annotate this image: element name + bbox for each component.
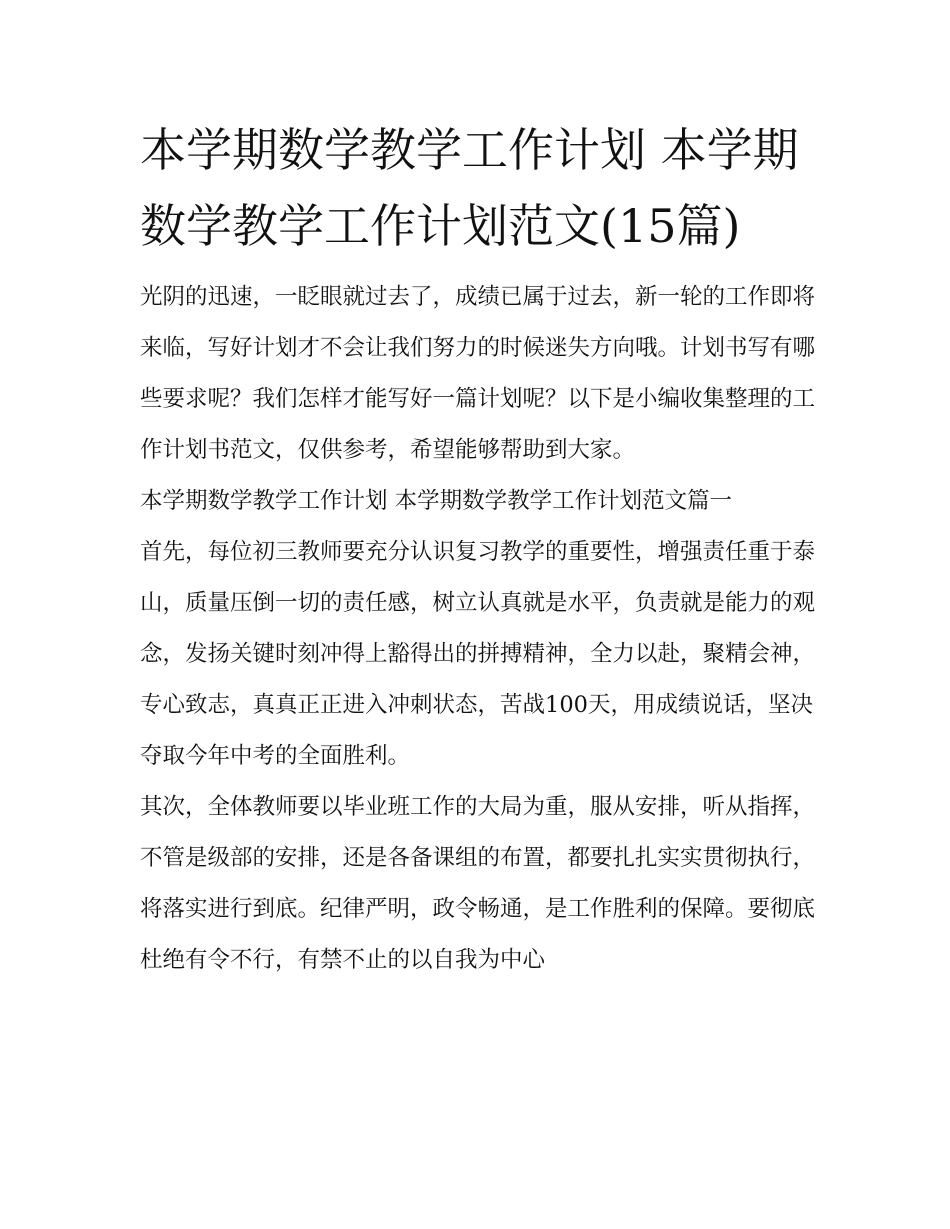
section-heading: 本学期数学教学工作计划 本学期数学教学工作计划范文篇一 — [140, 488, 733, 514]
body-paragraph-2: 其次，全体教师要以毕业班工作的大局为重，服从安排，听从指挥，不管是级部的安排，还是各备课组的布置，都要扎扎实实贯彻执行，将落实进行到底。纪律严明，政令畅通，是工作胜利的保障。要彻底杜绝有令不行，有禁不止的以自我为中心 — [140, 794, 816, 973]
document-page — [140, 112, 816, 986]
document-title: 本学期数学教学工作计划 本学期数学教学工作计划范文(15篇) — [140, 123, 799, 253]
intro-paragraph: 光阴的迅速，一眨眼就过去了，成绩已属于过去，新一轮的工作即将来临，写好计划才不会让我们努力的时候迷失方向哦。计划书写有哪些要求呢？我们怎样才能写好一篇计划呢？以下是小编收集整理的工作计划书范文，仅供参考，希望能够帮助到大家。 — [140, 284, 816, 463]
body-paragraph-1: 首先，每位初三教师要充分认识复习教学的重要性，增强责任重于泰山，质量压倒一切的责任感，树立认真就是水平，负责就是能力的观念，发扬关键时刻冲得上豁得出的拼搏精神，全力以赴，聚精会神，专心致志，真真正正进入冲刺状态，苦战100天，用成绩说话，坚决夺取今年中考的全面胜利。 — [140, 539, 816, 769]
